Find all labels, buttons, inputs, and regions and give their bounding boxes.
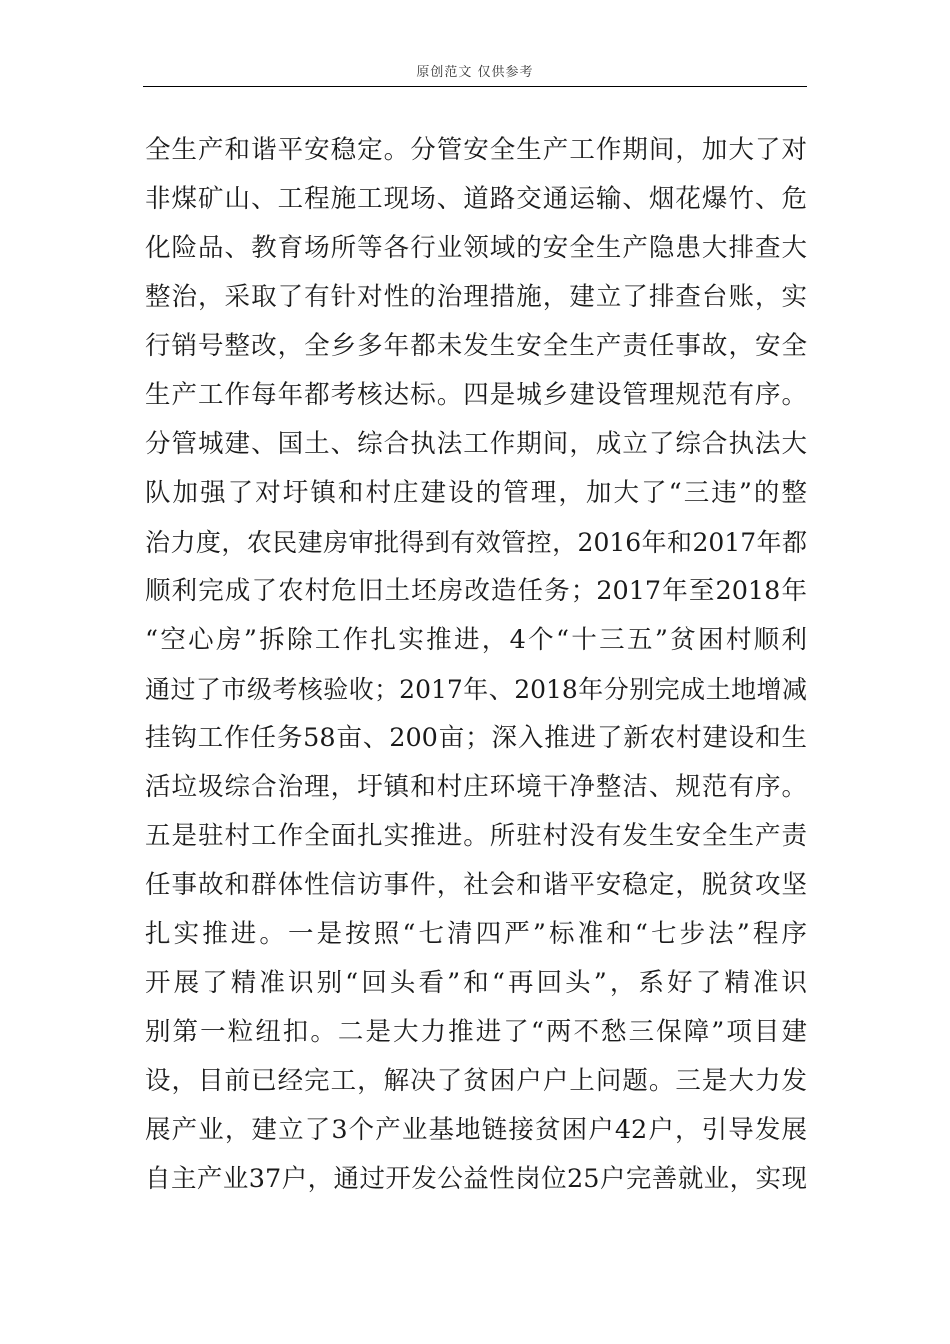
text-line: 整治，采取了有针对性的治理措施，建立了排查台账，实: [145, 282, 807, 312]
text-line: 任事故和群体性信访事件，社会和谐平安稳定，脱贫攻坚: [145, 870, 807, 900]
text-line: 全生产和谐平安稳定。分管安全生产工作期间，加大了对: [145, 135, 807, 165]
text-line: 化险品、教育场所等各行业领域的安全生产隐患大排查大: [145, 233, 807, 263]
text-line: 非煤矿山、工程施工现场、道路交通运输、烟花爆竹、危: [145, 184, 807, 214]
text-line: 顺利完成了农村危旧土坯房改造任务；2017年至2018年: [145, 576, 807, 606]
text-line: 挂钩工作任务58亩、200亩；深入推进了新农村建设和生: [145, 723, 807, 753]
text-line: 别第一粒纽扣。二是大力推进了“两不愁三保障”项目建: [145, 1017, 807, 1047]
text-line: 治力度，农民建房审批得到有效管控，2016年和2017年都: [145, 528, 807, 557]
text-line: 生产工作每年都考核达标。四是城乡建设管理规范有序。: [145, 380, 807, 410]
text-line: 活垃圾综合治理，圩镇和村庄环境干净整洁、规范有序。: [145, 772, 807, 802]
text-line: 分管城建、国土、综合执法工作期间，成立了综合执法大: [145, 429, 807, 459]
text-line: 队加强了对圩镇和村庄建设的管理，加大了“三违”的整: [145, 478, 807, 508]
text-line: 开展了精准识别“回头看”和“再回头”，系好了精准识: [145, 968, 807, 998]
text-line: 自主产业37户，通过开发公益性岗位25户完善就业，实现: [145, 1164, 807, 1194]
text-line: 展产业，建立了3个产业基地链接贫困户42户，引导发展: [145, 1115, 807, 1145]
text-line: 通过了市级考核验收；2017年、2018年分别完成土地增减: [145, 675, 807, 704]
text-line: 扎实推进。一是按照“七清四严”标准和“七步法”程序: [145, 919, 807, 949]
text-line: 设，目前已经完工，解决了贫困户户上问题。三是大力发: [145, 1066, 807, 1096]
body-paragraph: [145, 126, 807, 1204]
text-line: “空心房”拆除工作扎实推进，4个“十三五”贫困村顺利: [145, 625, 807, 655]
text-line: 五是驻村工作全面扎实推进。所驻村没有发生安全生产责: [145, 821, 807, 851]
text-line: 行销号整改，全乡多年都未发生安全生产责任事故，安全: [145, 331, 807, 361]
page-header: 原创范文 仅供参考: [143, 64, 807, 87]
